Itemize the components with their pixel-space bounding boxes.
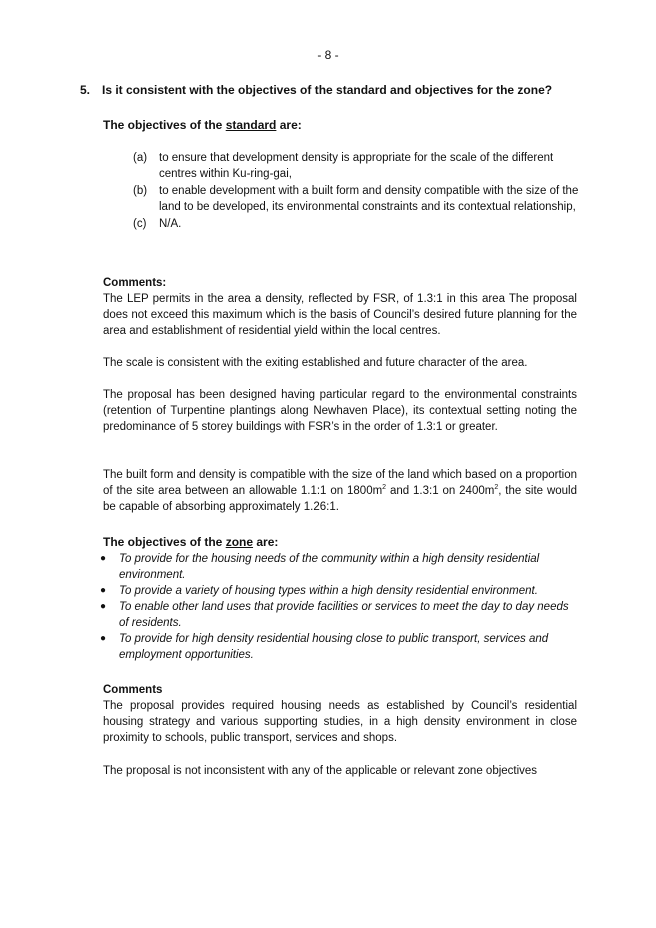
comments-paragraph: The scale is consistent with the exiting established and future character of the area. (103, 357, 528, 369)
list-marker: (b) (133, 185, 148, 197)
page-number: - 8 - (317, 48, 339, 62)
comments-heading: Comments (103, 684, 163, 696)
bullet-icon: ● (100, 585, 107, 596)
comments-paragraph (103, 467, 577, 515)
list-item-text: to enable development with a built form and density compatible with the size of the land to be developed, its environmental constraints and its contextual relationship, (159, 185, 579, 213)
question-heading (80, 82, 580, 98)
comments-paragraph: The proposal is not inconsistent with any of the applicable or relevant zone objectives (103, 765, 538, 777)
paragraph-text: The built form and density is compatible with the size of the land which based on a proportion of the site area between an allowable 1.1:1 on 1800m (103, 469, 577, 497)
list-item (100, 583, 580, 599)
list-marker: (c) (133, 218, 147, 230)
paragraph-text: and 1.3:1 on 2400m (386, 485, 495, 497)
heading-suffix: are: (276, 118, 302, 132)
list-item (100, 599, 580, 631)
heading-key-underlined: standard (225, 118, 277, 132)
list-item-text: N/A. (159, 218, 182, 230)
comments-paragraph: The proposal provides required housing needs as established by Council’s residential housing strategy and various supporting studies, in a high density environment in close proximity to schools, public transport, services and shops. (103, 700, 577, 744)
list-item-text: To enable other land uses that provide facilities or services to meet the day to day needs of residents. (119, 601, 569, 629)
bullet-icon: ● (100, 633, 107, 644)
list-marker: (a) (133, 152, 148, 164)
heading-prefix: The objectives of the (103, 535, 226, 549)
heading-prefix: The objectives of the (103, 118, 226, 132)
list-item-text: To provide for high density residential housing close to public transport, services and employment opportunities. (119, 633, 549, 661)
list-item-text: to ensure that development density is appropriate for the scale of the different centres within Ku-ring-gai, (159, 152, 554, 180)
heading-suffix: are: (253, 535, 279, 549)
standard-objectives-heading (103, 117, 302, 133)
list-item-text: To provide a variety of housing types within a high density residential environment. (119, 585, 538, 597)
standard-objectives-list (133, 150, 583, 233)
zone-objectives-list (100, 551, 580, 663)
list-item (133, 216, 583, 232)
bullet-icon: ● (100, 601, 107, 612)
list-item (133, 150, 583, 182)
heading-key-underlined: zone (225, 535, 254, 549)
comments-heading: Comments: (103, 277, 167, 289)
superscript: 2 (382, 484, 387, 492)
list-item-text: To provide for the housing needs of the community within a high density residential environment. (119, 553, 540, 581)
question-number: 5. (80, 83, 91, 97)
zone-objectives-heading (103, 534, 278, 550)
paragraph-text: , the site would be capable of absorbing approximately 1.26:1. (103, 485, 578, 513)
question-text: Is it consistent with the objectives of the standard and objectives for the zone? (102, 83, 553, 97)
comments-paragraph: The LEP permits in the area a density, reflected by FSR, of 1.3:1 in this area The proposal does not exceed this maximum which is the basis of Council’s desired future planning for the area and establishment of residential yield within the local centres. (103, 293, 577, 337)
superscript: 2 (494, 484, 499, 492)
bullet-icon: ● (100, 553, 107, 564)
list-item (100, 631, 580, 663)
comments-paragraph: The proposal has been designed having particular regard to the environmental constraints (retention of Turpentine plantings along Newhaven Place), its contextual setting noting the predominance of 5 storey buildings with FSR’s in the order of 1.3:1 or greater. (103, 389, 577, 433)
list-item (100, 551, 580, 583)
list-item (133, 183, 583, 215)
